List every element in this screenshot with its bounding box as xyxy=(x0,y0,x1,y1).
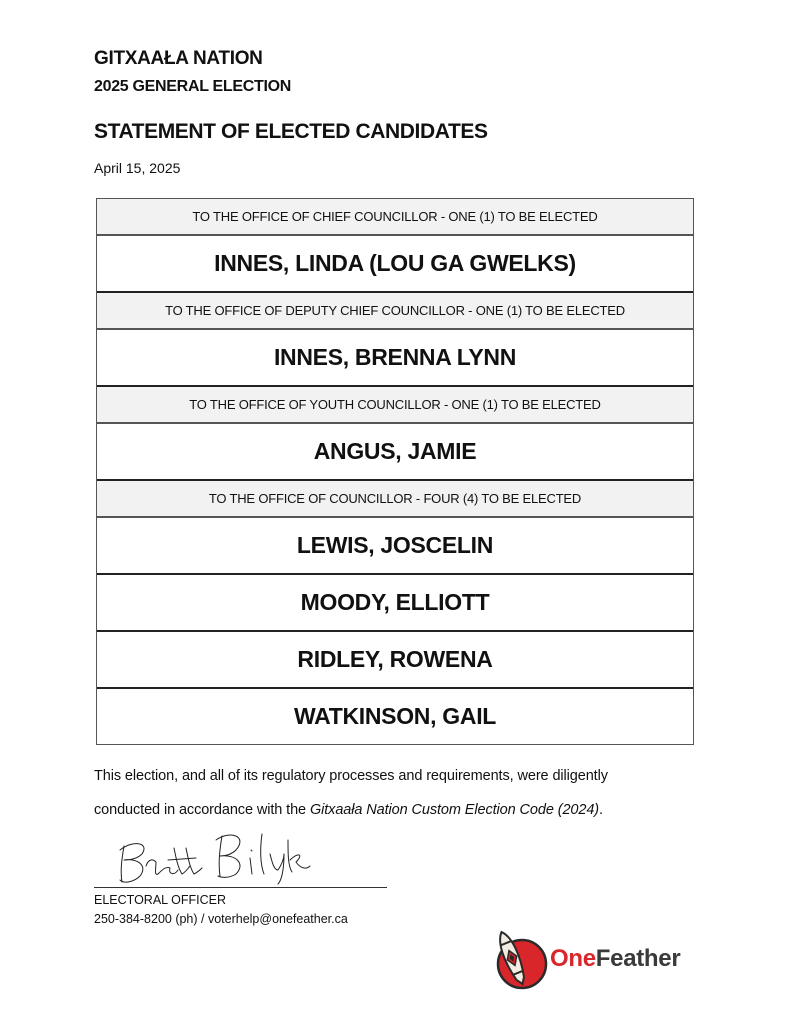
office-heading-deputy-chief: TO THE OFFICE OF DEPUTY CHIEF COUNCILLOR - ONE (1) TO BE ELECTED xyxy=(97,293,693,330)
office-heading-youth: TO THE OFFICE OF YOUTH COUNCILLOR - ONE (1) TO BE ELECTED xyxy=(97,387,693,424)
logo-text-one: One xyxy=(550,945,596,972)
signature-line xyxy=(94,887,387,888)
elected-candidate: INNES, LINDA (LOU GA GWELKS) xyxy=(97,236,693,293)
results-table xyxy=(96,198,694,745)
signer-contact: 250-384-8200 (ph) / voterhelp@onefeather.ca xyxy=(94,912,348,926)
elected-candidate: WATKINSON, GAIL xyxy=(293,703,497,729)
election-code-name: Gitxaała Nation Custom Election Code (2024) xyxy=(309,802,600,818)
statement-line-2-suffix: . xyxy=(599,802,603,818)
organization-name: GITXAAŁA NATION xyxy=(94,48,263,69)
document-title: STATEMENT OF ELECTED CANDIDATES xyxy=(94,120,488,143)
election-name: 2025 GENERAL ELECTION xyxy=(94,78,292,95)
elected-candidate: MOODY, ELLIOTT xyxy=(97,575,693,632)
statement-line-1: This election, and all of its regulatory processes and requirements, were diligently xyxy=(94,768,608,784)
document-date: April 15, 2025 xyxy=(94,160,181,176)
elected-candidate: RIDLEY, ROWENA xyxy=(97,632,693,689)
handwritten-signature xyxy=(112,828,312,886)
signer-role: ELECTORAL OFFICER xyxy=(94,893,226,907)
elected-candidate: INNES, BRENNA LYNN xyxy=(97,330,693,387)
feather-circle-logo-icon xyxy=(492,928,548,990)
logo-wordmark xyxy=(550,945,680,973)
statement-line-2-prefix: conducted in accordance with the xyxy=(94,802,310,818)
elected-candidate: ANGUS, JAMIE xyxy=(97,424,693,481)
statement-line-2 xyxy=(94,802,603,818)
office-heading-councillor: TO THE OFFICE OF COUNCILLOR - FOUR (4) TO BE ELECTED xyxy=(97,481,693,518)
logo-text-feather: Feather xyxy=(595,945,681,972)
office-heading-chief: TO THE OFFICE OF CHIEF COUNCILLOR - ONE (1) TO BE ELECTED xyxy=(97,199,693,236)
elected-candidate: LEWIS, JOSCELIN xyxy=(97,518,693,575)
onefeather-logo xyxy=(492,928,702,990)
